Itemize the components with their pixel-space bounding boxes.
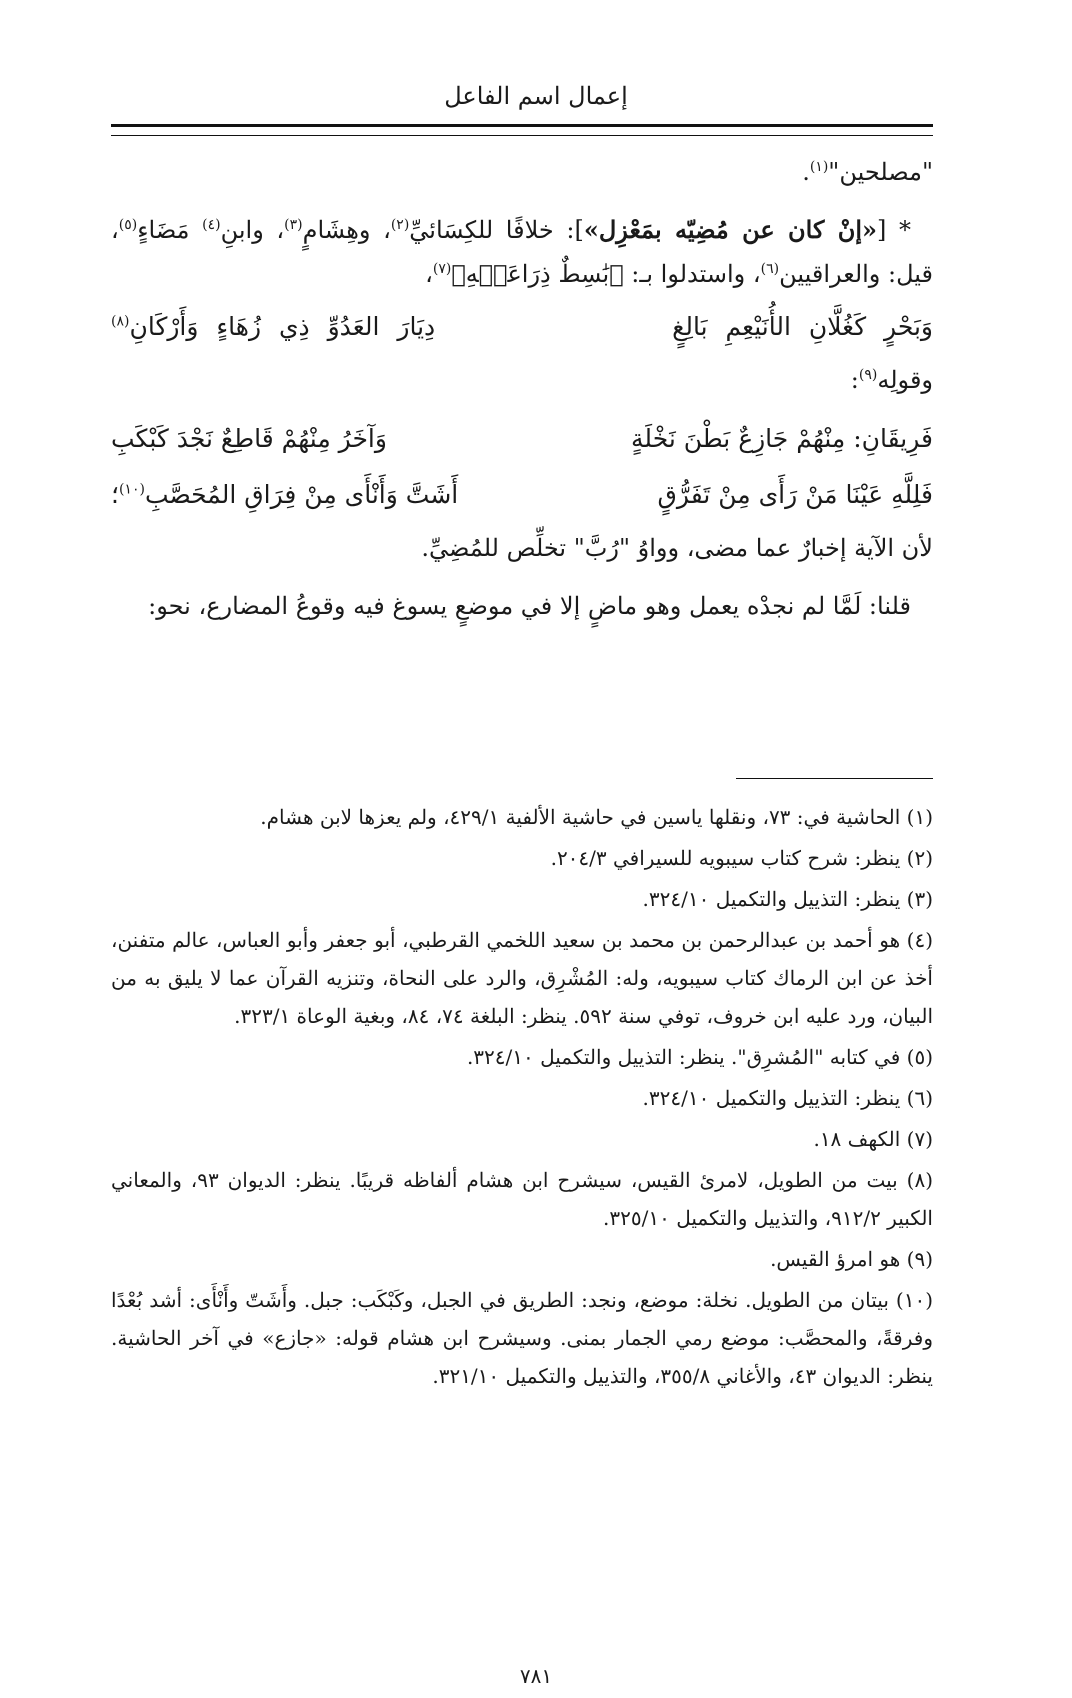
verse-line [111, 470, 933, 520]
header-rule-thick [111, 124, 933, 127]
verse-line [111, 414, 933, 464]
footnote: (٩) هو امرؤ القيس. [770, 1247, 933, 1271]
matn-quote: «إنْ كان عن مُضِيّه بمَعْزِل» [583, 215, 878, 244]
verse-hemistich-left: دِيَارَ العَدُوِّ ذِي زُهَاءٍ وَأَرْكَانِ$^{(٨)}$ [111, 312, 436, 341]
footnote: (٢) ينظر: شرح كتاب سيبويه للسيرافي ٢٠٤/٣. [550, 846, 933, 870]
footnote-ref: (٦) [760, 261, 780, 277]
verse-hemistich-left: أَشَتَّ وَأَنْأَى مِنْ فِرَاقِ المُحَصَّبِ$^{(١٠)}$؛ [111, 480, 459, 509]
footnote: (٣) ينظر: التذييل والتكميل ٣٢٤/١٠. [642, 887, 933, 911]
verse-hemistich-right: فَرِيقَانِ: مِنْهُمْ جَازِعٌ بَطْنَ نَخْلَةٍ [631, 424, 933, 453]
footnotes [111, 798, 933, 1398]
footnote-ref: (٢) [390, 217, 410, 233]
footnote: (١) الحاشية في: ٧٣، ونقلها ياسين في حاشية الألفية ٤٢٩/١، ولم يعزها لابن هشام. [260, 805, 933, 829]
verse-hemistich-right: فَلِلَّهِ عَيْنَا مَنْ رَأَى مِنْ تَفَرُّقٍ [657, 480, 933, 509]
footnote-ref: (٣) [284, 217, 303, 233]
main-text [111, 150, 933, 628]
footnote-ref: (٩) [858, 367, 878, 383]
footnote: (٦) ينظر: التذييل والتكميل ٣٢٤/١٠. [642, 1086, 933, 1110]
footnote-separator [736, 778, 933, 779]
footnote-ref: (٨) [111, 313, 130, 330]
verse-hemistich-right: وَبَحْرٍ كَغُلَّانِ الأُنَيْعِمِ بَالِغٍ [672, 312, 933, 341]
paragraph: * [«إنْ كان عن مُضِيّه بمَعْزِل»]: خلافًا للكِسَائيِّ$^{(٢)}$، وهِشَامٍ$^{(٣)}$، وابنِ$^{(٤)}$ مَضَاءٍ$^{(٥)}$، قيل: والعراقيين$^{(٦)}$، واستدلوا بـ: ﴿بَٰسِطٌ ذِرَاعَيۡهِ﴾$^{(٧)}$، [111, 215, 933, 288]
header-rule-thin [111, 135, 933, 136]
verse-hemistich-left: وَآخَرُ مِنْهُمْ قَاطِعٌ نَجْدَ كَبْكَبِ [111, 424, 387, 453]
running-header: إعمال اسم الفاعل [444, 82, 628, 110]
footnote: (٥) في كتابه "المُشرِق". ينظر: التذييل والتكميل ٣٢٤/١٠. [466, 1045, 933, 1069]
footnote-ref: (١٠) [118, 481, 145, 498]
verse-line [111, 302, 933, 352]
paragraph: قلنا: لَمَّا لم نجدْه يعمل وهو ماضٍ إلا في موضعٍ يسوغ فيه وقوعُ المضارع، نحو: [148, 592, 911, 620]
text-line: وقولِه$^{(٩)}$: [850, 366, 933, 394]
footnote-ref: (١) [809, 159, 829, 175]
text-line: "مصلحين"$^{(١)}$. [802, 158, 933, 186]
page-number: ٧٨١ [519, 1664, 553, 1688]
footnote: (٤) هو أحمد بن عبدالرحمن بن محمد بن سعيد اللخمي القرطبي، أبو جعفر وأبو العباس، عالم متفنن، أخذ عن ابن الرماك كتاب سيبويه، وله: المُشْرِق، والرد على النحاة، وتنزيه القرآن عما لا يليق به من البيان، ورد عليه ابن خروف، توفي سنة ٥٩٢. ينظر: البلغة ٧٤، ٨٤، وبغية الوعاة ٣٢٣/١. [111, 928, 933, 1028]
quran-quote: ﴿بَٰسِطٌ ذِرَاعَيۡهِ﴾ [451, 260, 624, 288]
footnote: (٨) بيت من الطويل، لامرئ القيس، سيشرح ابن هشام ألفاظه قريبًا. ينظر: الديوان ٩٣، والمعاني الكبير ٩١٢/٢، والتذييل والتكميل ٣٢٥/١٠. [111, 1168, 933, 1230]
text-line: لأن الآية إخبارٌ عما مضى، وواوُ "رُبَّ" تخلِّص للمُضِيِّ. [421, 534, 933, 562]
footnote-ref: (٤) [202, 217, 221, 233]
footnote-ref: (٥) [118, 217, 138, 233]
footnote-ref: (٧) [432, 261, 452, 277]
footnote: (١٠) بيتان من الطويل. نخلة: موضع، ونجد: الطريق في الجبل، وكَبْكَب: جبل. وأَشَتّ وأَنْأَى: أشد بُعْدًا وفرقةً، والمحصَّب: موضع رمي الجمار بمنى. وسيشرح ابن هشام قوله: «جازع» في آخر الحاشية. ينظر: الديوان ٤٣، والأغاني ٣٥٥/٨، والتذييل والتكميل ٣٢١/١٠. [111, 1288, 933, 1388]
footnote: (٧) الكهف ١٨. [813, 1127, 933, 1151]
